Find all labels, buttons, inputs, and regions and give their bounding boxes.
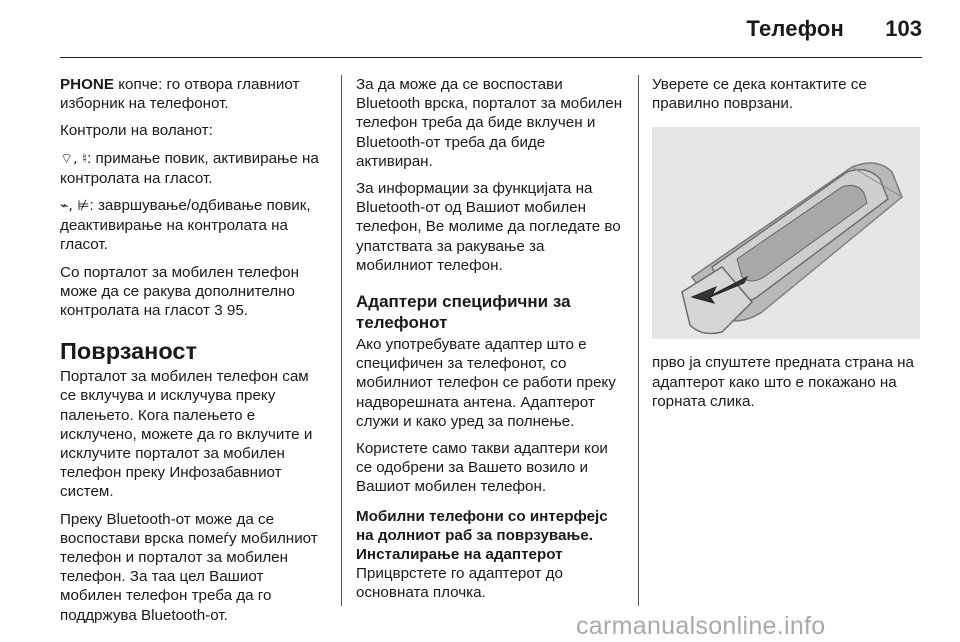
chapter-title: Телефон [746,16,844,41]
phone-key-label: PHONE [60,76,115,93]
install-heading: Инсталирање на адаптерот [356,546,563,564]
adapters-paragraph-1: Ако употребувате адаптер што е специфичен за телефонот, со мобилниот телефон се работи преку надворешната антена. Адаптерот служи и како уред за полнење. [356,336,616,430]
portal-voice-text: Со порталот за мобилен телефон може да се ракува дополнително контролата на гласот [60,263,299,320]
site-watermark: carmanualsonline.info [576,612,826,640]
column-2 [356,75,624,611]
column-1 [60,75,328,633]
adapters-paragraph-2: Користете само такви адаптери кои се одобрени за Вашето возило и Вашиот мобилен телефон. [356,440,608,496]
connectivity-heading: Поврзаност [60,338,197,365]
page-reference: 3 95. [214,302,249,320]
accept-call-icons: ⌔, ♮ [60,150,88,167]
portal-voice-paragraph [60,263,328,321]
header-rule [60,57,922,58]
end-call-icons: ⌁, ⊭ [60,198,90,215]
accept-call-text: : примање повик, активирање на контролата на гласот. [60,149,319,187]
adapter-illustration [652,127,920,339]
end-call-paragraph [60,196,328,255]
bluetooth-paragraph-2: За информации за функцијата на Bluetooth-от од Вашиот мобилен телефон, Ве молиме да погледате во упатствата за ракување за мобилниот телефон. [356,180,621,274]
interface-heading: Мобилни телефони со интерфејс на долниот раб за поврзување. [356,507,608,544]
bluetooth-paragraph-1: За да може да се воспостави Bluetooth врска, порталот за мобилен телефон треба да биде вклучен и Bluetooth-от треба да биде активиран. [356,76,623,170]
connectivity-paragraph-2: Преку Bluetooth-от може да се воспостави врска помеѓу мобилниот телефон и порталот за мобилен телефон. За таа цел Вашиот мобилен телефон треба да го поддржува Bluetooth-от. [60,510,318,624]
end-call-text: : завршување/одбивање повик, деактивирање на контролата на гласот. [60,197,311,254]
connectivity-paragraph-1: Порталот за мобилен телефон сам се вклучува и исклучува преку палењето. Кога палењето е исклучено, можете да го вклучите и исклучите порталот за мобилен телефон преку Инфозабавниот систем. [60,368,313,501]
page-number: 103 [885,16,922,41]
contacts-paragraph: Уверете се дека контактите се правилно поврзани. [652,76,867,113]
accept-call-paragraph [60,149,328,188]
after-photo-paragraph: прво ја спуштете предната страна на адаптерот како што е покажано на горната слика. [652,354,914,410]
phone-key-text: копче: го отвора главниот изборник на телефонот. [60,76,300,113]
adapters-heading: Адаптери специфични за телефонот [356,292,571,333]
phone-key-paragraph [60,75,328,113]
adapter-installation-photo [652,127,920,339]
controls-heading: Контроли на воланот: [60,122,213,140]
column-divider-2 [638,75,639,606]
column-3 [652,75,924,419]
install-paragraph: Прицврстете го адаптерот до основната плочка. [356,565,563,602]
column-divider-1 [341,75,342,606]
